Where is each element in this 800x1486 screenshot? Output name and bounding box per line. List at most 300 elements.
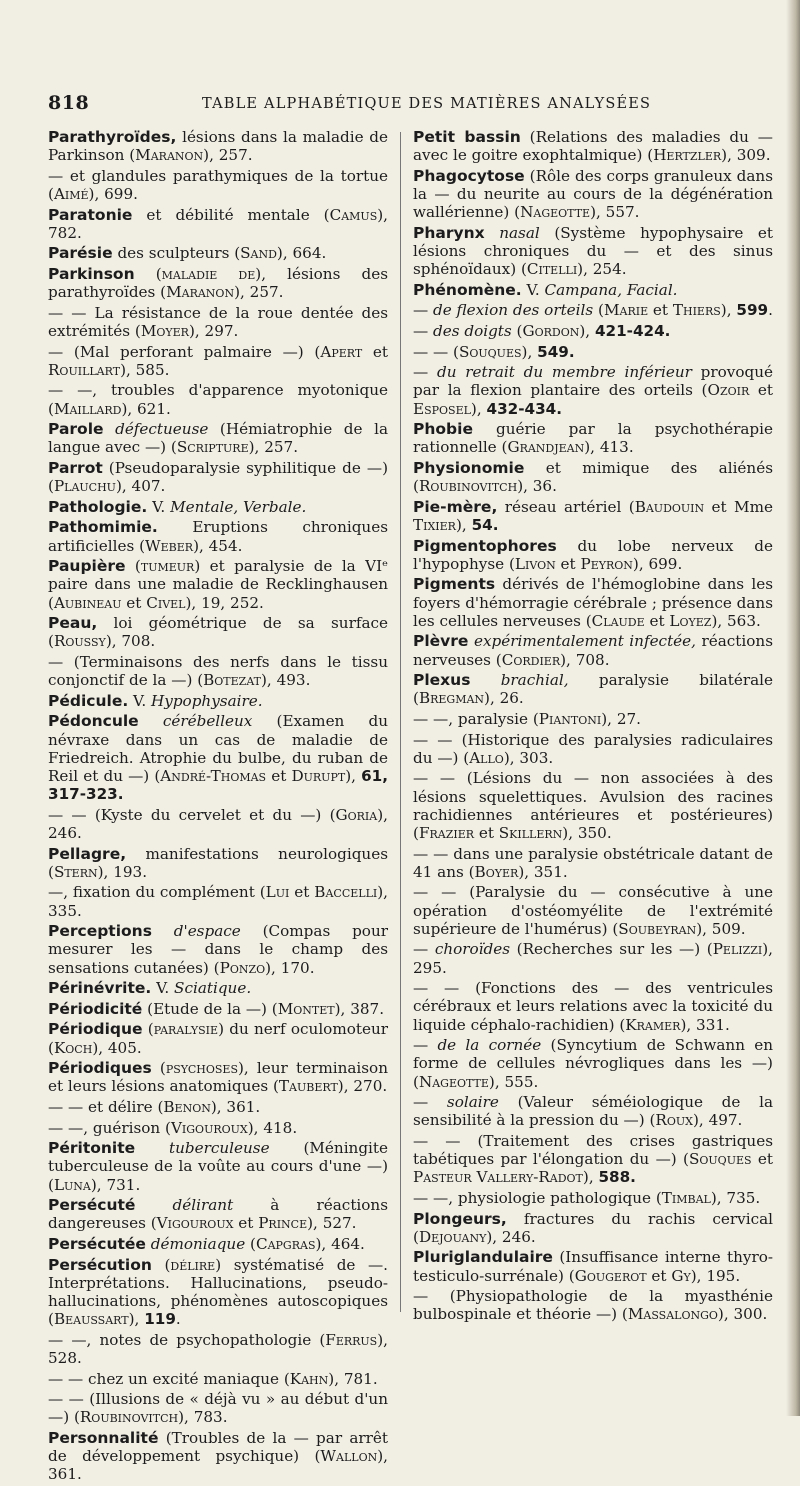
- entry-text: ), 413.: [584, 438, 634, 457]
- left-column-entry: [48, 206, 388, 242]
- entry-headword: Paupière: [48, 557, 126, 576]
- entry-headword: Pluriglandulaire: [413, 1248, 553, 1267]
- entry-text: .: [175, 1310, 181, 1329]
- entry-text: et: [362, 342, 388, 361]
- author-name: Baudouin: [634, 497, 705, 516]
- entry-text: ),: [128, 1310, 145, 1329]
- entry-text: défectueuse: [115, 420, 209, 439]
- left-column-entry: [48, 128, 388, 164]
- entry-text: ), 361.: [210, 1097, 261, 1116]
- left-column-entry: [48, 459, 388, 495]
- entry-text: (: [134, 264, 162, 283]
- entry-text: choroïdes: [434, 940, 511, 959]
- entry-text: délirant: [172, 1196, 234, 1215]
- entry-text: ), 361.: [48, 1447, 388, 1484]
- entry-text: ), 454.: [193, 536, 243, 555]
- left-column-entry: [48, 1119, 388, 1137]
- entry-text: — — (Paralysie du — consécutive à une opération d'ostéomyélite de l'extrémité supérieure de l'humérus) (: [413, 883, 773, 938]
- entry-text: ), 731.: [90, 1175, 141, 1194]
- right-column-entry: [413, 128, 773, 164]
- author-name: Esposel: [413, 399, 471, 418]
- left-column-entry: [48, 1020, 388, 1056]
- entry-text: (Troubles de la — par arrêt de développement psychique) (: [48, 1428, 388, 1466]
- entry-text: ), 195.: [690, 1266, 741, 1285]
- entry-text: dérivés de l'hémoglobine dans les foyers d'hémorragie cérébrale ; présence dans les cellules nerveuses (: [413, 575, 773, 630]
- left-column-entry: [48, 692, 388, 710]
- entry-text: — —, notes de psychopathologie (: [48, 1330, 326, 1349]
- entry-headword: Persécutée: [48, 1234, 146, 1253]
- right-column-entry: [413, 1248, 773, 1284]
- entry-text: ), 27.: [601, 709, 641, 728]
- entry-headword: Parathyroïdes,: [48, 128, 177, 146]
- left-column-entry: [48, 1390, 388, 1426]
- right-column-entry: [413, 167, 773, 222]
- entry-headword: Périnévrite.: [48, 979, 152, 998]
- entry-headword: Persécution: [48, 1255, 152, 1274]
- entry-headword: Paratonie: [48, 205, 133, 224]
- entry-text: solaire: [446, 1093, 499, 1112]
- entry-text: du lobe nerveux de l'hypophyse (: [413, 536, 773, 573]
- author-name: Lui: [265, 883, 290, 902]
- entry-text: V.: [521, 280, 545, 299]
- entry-text: ), 493.: [261, 671, 311, 690]
- right-column-entry: [413, 671, 773, 707]
- entry-text: des sculpteurs (: [112, 244, 241, 263]
- author-name: délire: [170, 1255, 216, 1274]
- entry-text: (Etude de la —) (: [142, 999, 278, 1018]
- author-name: Thiers: [672, 301, 721, 320]
- right-column-entry: [413, 322, 773, 340]
- index-column-right: [413, 128, 773, 1326]
- right-column-entry: [413, 224, 773, 279]
- author-name: Livon: [514, 554, 556, 573]
- entry-headword: Parkinson: [48, 264, 135, 283]
- entry-text: Eruptions chroniques artificielles (: [48, 518, 388, 555]
- entry-text: et: [266, 766, 292, 785]
- author-name: Maillard: [53, 399, 122, 418]
- entry-text: et: [644, 611, 670, 630]
- entry-text: nasal: [499, 223, 540, 242]
- left-column-entry: [48, 498, 388, 516]
- entry-text: et: [751, 1150, 774, 1169]
- entry-text: [135, 1139, 169, 1157]
- entry-headword: Physionomie: [413, 458, 525, 477]
- left-column-entry: [48, 614, 388, 650]
- entry-text: (Rôle des corps granuleux dans la — du neurite au cours de la dégénération wallérienne) (: [413, 166, 773, 222]
- author-name: Beaussart: [53, 1310, 129, 1329]
- entry-text: provoqué par la flexion plantaire des orteils (: [413, 363, 773, 400]
- author-name: Goria: [335, 805, 378, 824]
- author-name: Bregman: [418, 689, 485, 708]
- entry-text: — — chez un excité maniaque (: [48, 1369, 290, 1388]
- entry-text: (Syncytium de Schwann en forme de cellules névrogliques dans les —) (: [413, 1036, 773, 1091]
- entry-text: ), 509.: [696, 919, 746, 938]
- author-name: Souques: [688, 1150, 752, 1169]
- entry-headword: Petit bassin: [413, 128, 521, 146]
- entry-headword: Parrot: [48, 458, 103, 477]
- entry-text: — —, guérison (: [48, 1118, 171, 1137]
- author-name: Kahn: [289, 1369, 329, 1388]
- entry-text: (Système hypophysaire et lésions chroniques du — et des sinus sphénoïdaux) (: [413, 223, 774, 279]
- author-name: Timbal: [661, 1188, 711, 1207]
- entry-text: ),: [470, 399, 487, 418]
- entry-headword: Pharynx: [413, 223, 485, 242]
- right-column-entry: [413, 281, 773, 299]
- left-column-entry: [48, 420, 388, 456]
- author-name: Weber: [145, 536, 194, 555]
- right-column-entry: [413, 1189, 773, 1207]
- left-column-entry: [48, 922, 388, 977]
- author-name: Camus: [329, 205, 378, 224]
- entry-text: ), 303.: [503, 748, 554, 767]
- entry-headword: Pédicule.: [48, 691, 129, 710]
- author-name: André-Thomas: [160, 766, 267, 785]
- entry-text: [152, 922, 174, 940]
- left-column-entry: [48, 1331, 388, 1367]
- author-name: Gy: [671, 1266, 691, 1285]
- left-column-entry: [48, 1370, 388, 1388]
- entry-headword: Parole: [48, 420, 104, 439]
- entry-text: — — (: [413, 342, 459, 361]
- entry-text: ), 783.: [178, 1408, 228, 1427]
- entry-text: [485, 224, 500, 242]
- entry-text: (Valeur séméiologique de la sensibilité à la pression du —) (: [413, 1093, 774, 1130]
- entry-text: ), 270.: [337, 1077, 388, 1096]
- entry-text: 61, 317-323.: [48, 766, 388, 804]
- entry-text: réseau artériel (: [497, 497, 635, 516]
- left-column-entry: [48, 653, 388, 689]
- entry-headword: Plongeurs,: [413, 1209, 507, 1228]
- right-column-entry: [413, 301, 773, 319]
- author-name: Civel: [146, 593, 186, 612]
- page-header: [48, 92, 768, 118]
- entry-text: — —, paralysie (: [413, 709, 539, 728]
- entry-text: ), 782.: [48, 205, 388, 242]
- entry-text: — — et délire (: [48, 1097, 164, 1116]
- entry-text: ), 735.: [710, 1188, 761, 1207]
- right-column-entry: [413, 498, 773, 534]
- author-name: Stern: [53, 862, 98, 881]
- author-name: paralysie: [153, 1020, 219, 1039]
- author-name: Ozoir: [707, 381, 750, 400]
- author-name: tumeur: [140, 557, 195, 576]
- author-name: Peyron: [580, 554, 633, 573]
- entry-text: Mentale, Verbale.: [170, 497, 307, 516]
- entry-text: ), 257.: [203, 146, 253, 165]
- entry-text: (Relations des maladies du — avec le goitre exophtalmique) (: [413, 128, 773, 165]
- right-column-entry: [413, 1093, 773, 1129]
- entry-headword: Pathologie.: [48, 497, 148, 516]
- author-name: Claude: [591, 611, 645, 630]
- left-column-entry: [48, 883, 388, 919]
- entry-text: 588.: [598, 1168, 636, 1187]
- entry-text: Hypophysaire.: [151, 691, 263, 710]
- entry-text: ), 708.: [560, 650, 610, 669]
- entry-text: guérie par la psychothérapie rationnelle (: [413, 420, 773, 457]
- entry-text: et Mme: [704, 497, 773, 516]
- entry-text: lésions dans la maladie de Parkinson (: [48, 128, 388, 165]
- author-name: Moyer: [140, 321, 189, 340]
- entry-text: tuberculeuse: [169, 1139, 270, 1158]
- author-name: Roubinovitch: [418, 477, 518, 496]
- entry-text: ), 387.: [334, 999, 385, 1018]
- author-name: Marie: [603, 301, 649, 320]
- author-name: Vigouroux: [170, 1118, 248, 1137]
- author-name: Tixier: [413, 515, 456, 534]
- entry-headword: Phobie: [413, 420, 473, 439]
- entry-headword: Périodiques: [48, 1059, 152, 1078]
- entry-text: et: [555, 554, 581, 573]
- author-name: maladie de: [161, 264, 256, 283]
- entry-text: ), 528.: [48, 1330, 388, 1367]
- entry-text: — —, troubles d'apparence myotonique (: [48, 381, 388, 418]
- entry-text: ), 335.: [48, 883, 388, 920]
- left-column-entry: [48, 381, 388, 417]
- left-column-entry: [48, 1429, 388, 1484]
- left-column-entry: [48, 1196, 388, 1232]
- author-name: Soubeyran: [618, 919, 697, 938]
- entry-text: (Hémiatrophie de la langue avec —) (: [48, 420, 388, 457]
- entry-text: ), 621.: [121, 399, 171, 418]
- author-name: Gordon: [522, 321, 580, 340]
- left-column-entry: [48, 518, 388, 554]
- left-column-entry: [48, 244, 388, 262]
- entry-text: ), 699.: [88, 185, 138, 203]
- entry-headword: Perceptions: [48, 922, 152, 941]
- author-name: Kramer: [625, 1015, 681, 1034]
- author-name: Taubert: [278, 1077, 338, 1096]
- entry-text: (: [245, 1234, 256, 1253]
- entry-headword: Plexus: [413, 671, 471, 690]
- entry-text: cérébelleux: [162, 712, 253, 731]
- author-name: Dejouany: [418, 1227, 487, 1246]
- entry-headword: Périodique: [48, 1020, 143, 1039]
- author-name: Allo: [469, 748, 504, 767]
- left-column-entry: [48, 304, 388, 340]
- entry-text: — — (Traitement des crises gastriques tabétiques par l'élongation du —) (: [413, 1131, 773, 1169]
- left-column-entry: [48, 1139, 388, 1194]
- entry-text: —: [413, 940, 435, 959]
- entry-text: —: [413, 301, 434, 320]
- entry-text: Campana, Facial.: [544, 280, 678, 299]
- entry-text: [104, 420, 116, 438]
- entry-text: ), 563.: [711, 611, 761, 630]
- entry-text: (Compas pour mesurer les — dans le champ des sensations cutanées) (: [48, 922, 388, 977]
- author-name: Baccelli: [314, 883, 378, 902]
- entry-text: (Examen du névraxe dans un cas de maladie de Friedreich. Atrophie du bulbe, du ruban de Reil et du —) (: [48, 712, 388, 785]
- entry-text: ), 664.: [276, 244, 327, 263]
- author-name: Pasteur Vallery-Radot: [413, 1168, 583, 1187]
- entry-text: Sciatique.: [174, 979, 252, 998]
- entry-text: —: [413, 1036, 438, 1055]
- left-column-entry: [48, 1256, 388, 1329]
- entry-text: ), 254.: [577, 260, 627, 279]
- entry-text: [470, 671, 500, 689]
- entry-text: de la cornée: [437, 1036, 542, 1055]
- author-name: Cordier: [501, 650, 561, 669]
- left-column-entry: [48, 265, 388, 301]
- entry-text: et: [233, 1214, 259, 1233]
- entry-headword: Pellagre,: [48, 844, 127, 863]
- entry-text: —: [413, 1093, 447, 1112]
- author-name: Durupt: [291, 766, 346, 785]
- entry-text: 421-424.: [594, 321, 671, 340]
- entry-text: — — (Lésions du — non associées à des lésions squelettiques. Avulsion des racines rachidiennes antérieures et postérieures) (: [413, 769, 773, 842]
- author-name: Luna: [53, 1175, 91, 1194]
- entry-text: (Insuffisance interne thyro-testiculo-surrénale) (: [413, 1248, 773, 1285]
- entry-text: — — (Historique des paralysies radiculaires du —) (: [413, 730, 773, 767]
- left-column-entry: [48, 1098, 388, 1116]
- entry-text: 54.: [471, 515, 499, 534]
- entry-text: ), 464.: [315, 1234, 365, 1253]
- entry-headword: Pathomimie.: [48, 518, 158, 537]
- entry-text: ), 497.: [692, 1111, 743, 1130]
- entry-text: (: [151, 1255, 171, 1274]
- left-column-entry: [48, 1235, 388, 1253]
- entry-text: 549.: [537, 342, 575, 361]
- entry-text: ), 297.: [188, 321, 239, 340]
- entry-text: ) du nerf oculomoteur (: [48, 1020, 388, 1057]
- author-name: Rouillart: [48, 360, 121, 379]
- author-name: Ponzo: [219, 958, 266, 977]
- entry-text: (Méningite tuberculeuse de la voûte au cours d'une —) (: [48, 1139, 388, 1194]
- entry-text: ), 708.: [105, 632, 156, 651]
- entry-text: ),: [521, 342, 538, 361]
- entry-text: — (Physiopathologie de la myasthénie bulbospinale et théorie —) (: [413, 1287, 773, 1324]
- left-column-entry: [48, 845, 388, 881]
- entry-text: paralysie bilatérale (: [413, 671, 773, 708]
- entry-text: — — (Fonctions des — des ventricules cérébraux et leurs relations avec la toxicité du liquide céphalo-rachidien) (: [413, 979, 773, 1034]
- author-name: Nageotte: [418, 1072, 489, 1091]
- entry-headword: Pie-mère,: [413, 497, 498, 516]
- author-name: Plauchu: [53, 477, 116, 496]
- left-column-entry: [48, 979, 388, 997]
- entry-text: [139, 712, 163, 730]
- entry-text: 599: [736, 301, 769, 320]
- running-title: TABLE ALPHABÉTIQUE DES MATIÈRES ANALYSÉES: [202, 96, 652, 112]
- entry-text: ), 19, 252.: [185, 593, 264, 612]
- author-name: Wallon: [320, 1447, 378, 1466]
- page-number: 818: [48, 92, 90, 114]
- right-column-entry: [413, 845, 773, 881]
- author-name: Sand: [240, 244, 277, 263]
- right-column-entry: [413, 363, 773, 418]
- right-column-entry: [413, 537, 773, 573]
- entry-text: (: [593, 301, 604, 320]
- entry-text: loi géométrique de sa surface (: [48, 614, 388, 651]
- author-name: Maranon: [135, 146, 204, 165]
- author-name: Aimé: [53, 185, 89, 203]
- entry-text: ),: [582, 1168, 599, 1187]
- entry-text: 119: [144, 1310, 176, 1329]
- left-column-entry: [48, 167, 388, 203]
- author-name: Ferrus: [325, 1330, 378, 1349]
- entry-text: (: [151, 1059, 166, 1078]
- entry-text: —: [413, 363, 437, 382]
- entry-text: ), 557.: [590, 203, 640, 222]
- author-name: Apert: [320, 342, 363, 361]
- right-column-entry: [413, 632, 773, 668]
- entry-text: ), 309.: [721, 146, 771, 165]
- entry-text: réactions nerveuses (: [413, 632, 773, 669]
- entry-text: ), 555.: [488, 1072, 539, 1091]
- entry-headword: Persécuté: [48, 1196, 136, 1215]
- entry-text: ),: [455, 515, 472, 534]
- entry-text: et: [121, 593, 147, 612]
- right-column-entry: [413, 979, 773, 1034]
- entry-text: et: [749, 381, 774, 400]
- entry-headword: Phénomène.: [413, 280, 522, 299]
- author-name: Montet: [277, 999, 335, 1018]
- entry-text: et: [648, 301, 673, 320]
- left-column-entry: [48, 343, 388, 379]
- author-name: Piantoni: [538, 709, 602, 728]
- author-name: Benon: [163, 1097, 211, 1116]
- author-name: Skillern: [498, 823, 563, 842]
- author-name: Capgras: [255, 1234, 316, 1253]
- author-name: Frazier: [418, 823, 475, 842]
- right-column-entry: [413, 710, 773, 728]
- entry-text: et mimique des aliénés (: [413, 458, 773, 496]
- right-column-entry: [413, 1210, 773, 1246]
- entry-text: (Pseudoparalysie syphilitique de —) (: [48, 458, 388, 496]
- entry-headword: Pédoncule: [48, 712, 139, 731]
- index-column-left: [48, 128, 388, 1486]
- entry-text: ), leur terminaison et leurs lésions anatomiques (: [48, 1059, 388, 1096]
- entry-text: —: [413, 321, 434, 340]
- entry-text: manifestations neurologiques (: [48, 844, 388, 881]
- entry-headword: Pigments: [413, 575, 496, 594]
- right-column-entry: [413, 1287, 773, 1323]
- entry-text: V.: [151, 979, 175, 998]
- entry-text: .: [768, 301, 773, 320]
- entry-text: de flexion des orteils: [433, 301, 594, 320]
- entry-text: des doigts: [433, 321, 512, 340]
- entry-text: (Recherches sur les —) (: [510, 940, 713, 959]
- left-column-entry: [48, 557, 388, 612]
- entry-text: ), lésions des parathyroïdes (: [48, 264, 388, 302]
- right-column-entry: [413, 731, 773, 767]
- entry-text: — — dans une paralysie obstétricale datant de 41 ans (: [413, 844, 773, 881]
- author-name: Botezat: [203, 671, 261, 690]
- entry-text: ), 405.: [92, 1038, 142, 1057]
- entry-text: ), 257.: [248, 438, 299, 457]
- right-column-entry: [413, 1036, 773, 1091]
- entry-text: — (Mal perforant palmaire —) (: [48, 342, 321, 361]
- entry-text: (: [125, 557, 141, 576]
- right-column-entry: [413, 420, 773, 456]
- entry-text: ), 418.: [247, 1118, 298, 1137]
- entry-text: ), 350.: [562, 823, 612, 842]
- entry-text: ), 407.: [115, 477, 166, 496]
- entry-text: V.: [147, 497, 171, 516]
- entry-text: V.: [128, 691, 152, 710]
- author-name: Souques: [458, 342, 522, 361]
- entry-text: [135, 1196, 172, 1214]
- entry-text: ), 699.: [632, 554, 683, 573]
- entry-text: — — La résistance de la roue dentée des extrémités (: [48, 303, 388, 340]
- entry-text: et débilité mentale (: [132, 205, 330, 224]
- entry-headword: Phagocytose: [413, 166, 525, 185]
- entry-text: (: [142, 1020, 154, 1039]
- entry-text: (: [511, 321, 523, 340]
- left-column-entry: [48, 1000, 388, 1018]
- entry-headword: Parésie: [48, 244, 113, 263]
- entry-text: ), 36.: [517, 477, 557, 496]
- entry-text: ), 527.: [307, 1214, 357, 1233]
- left-column-entry: [48, 1059, 388, 1095]
- entry-text: à réactions dangereuses (: [48, 1196, 388, 1233]
